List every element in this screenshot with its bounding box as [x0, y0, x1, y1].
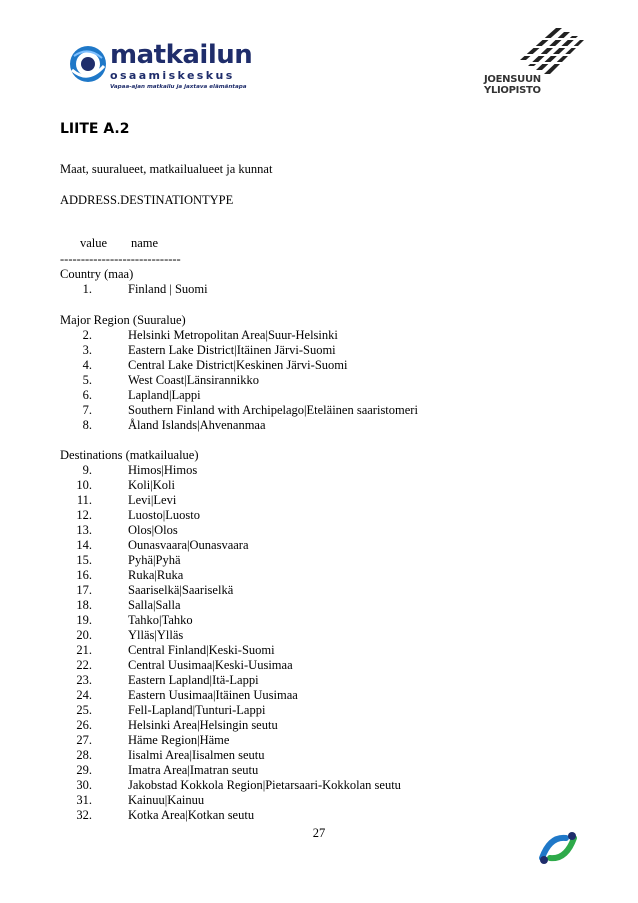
row-value: 9. — [82, 463, 92, 477]
row-name: Tahko|Tahko — [128, 613, 193, 627]
row-value: 3. — [82, 343, 92, 357]
row-value: 23. — [76, 673, 92, 687]
row-value: 14. — [76, 538, 92, 552]
field-name: ADDRESS.DESTINATIONTYPE — [60, 193, 234, 207]
column-header-value: value — [80, 236, 108, 250]
row-name: Central Uusimaa|Keski-Uusimaa — [128, 658, 293, 672]
row-name: Pyhä|Pyhä — [128, 553, 181, 567]
row-name: Ruka|Ruka — [128, 568, 184, 582]
row-name: Finland | Suomi — [128, 282, 208, 296]
logo-name: matkailun — [110, 40, 253, 70]
row-name: Helsinki Metropolitan Area|Suur-Helsinki — [128, 328, 338, 342]
row-value: 21. — [76, 643, 92, 657]
footer-emblem-icon — [536, 828, 580, 868]
row-name: Ylläs|Ylläs — [128, 628, 184, 642]
row-value: 4. — [82, 358, 92, 372]
row-name: Kotka Area|Kotkan seutu — [128, 808, 255, 822]
row-name: Salla|Salla — [128, 598, 181, 612]
row-value: 12. — [76, 508, 92, 522]
logo-tagline: Vapaa-ajan matkailu ja jaxtava elämäntapa — [110, 84, 247, 90]
row-name: Kainuu|Kainuu — [128, 793, 205, 807]
row-name: Jakobstad Kokkola Region|Pietarsaari-Kokkolan seutu — [128, 778, 401, 792]
row-value: 24. — [76, 688, 92, 702]
logo-subname: osaamiskeskus — [110, 69, 235, 82]
row-value: 10. — [76, 478, 92, 492]
row-value: 28. — [76, 748, 92, 762]
row-value: 32. — [76, 808, 92, 822]
university-name-line2: YLIOPISTO — [484, 85, 541, 96]
row-value: 30. — [76, 778, 92, 792]
swirl-logo-icon — [68, 44, 108, 84]
row-name: Saariselkä|Saariselkä — [128, 583, 234, 597]
appendix-heading: LIITE A.2 — [60, 121, 130, 137]
row-name: Southern Finland with Archipelago|Eteläinen saaristomeri — [128, 403, 418, 417]
row-value: 11. — [76, 493, 92, 507]
row-value: 18. — [76, 598, 92, 612]
row-name: Ounasvaara|Ounasvaara — [128, 538, 249, 552]
row-name: Himos|Himos — [128, 463, 198, 477]
row-name: Imatra Area|Imatran seutu — [128, 763, 259, 777]
row-name: Olos|Olos — [128, 523, 178, 537]
intro-text: Maat, suuralueet, matkailualueet ja kunnat — [60, 162, 273, 176]
row-value: 26. — [76, 718, 92, 732]
row-name: West Coast|Länsirannikko — [128, 373, 259, 387]
row-name: Häme Region|Häme — [128, 733, 230, 747]
row-name: Central Finland|Keski-Suomi — [128, 643, 275, 657]
row-name: Levi|Levi — [128, 493, 177, 507]
row-name: Fell-Lapland|Tunturi-Lappi — [128, 703, 266, 717]
row-value: 27. — [76, 733, 92, 747]
section-title-major-region: Major Region (Suuralue) — [60, 313, 186, 327]
row-name: Central Lake District|Keskinen Järvi-Suomi — [128, 358, 348, 372]
row-name: Eastern Lake District|Itäinen Järvi-Suomi — [128, 343, 336, 357]
row-value: 5. — [82, 373, 92, 387]
row-name: Eastern Uusimaa|Itäinen Uusimaa — [128, 688, 298, 702]
row-name: Iisalmi Area|Iisalmen seutu — [128, 748, 265, 762]
row-value: 6. — [82, 388, 92, 402]
row-name: Helsinki Area|Helsingin seutu — [128, 718, 278, 732]
row-value: 1. — [82, 282, 92, 296]
row-name: Luosto|Luosto — [128, 508, 200, 522]
row-name: Lapland|Lappi — [128, 388, 201, 402]
page-number: 27 — [312, 826, 326, 840]
section-title-destinations: Destinations (matkailualue) — [60, 448, 199, 462]
row-value: 19. — [76, 613, 92, 627]
column-header-name: name — [131, 236, 159, 250]
university-logo-icon — [520, 26, 584, 76]
row-value: 15. — [76, 553, 92, 567]
university-name-line1: JOENSUUN — [484, 74, 541, 85]
separator-line: ----------------------------- — [60, 252, 181, 266]
row-value: 16. — [76, 568, 92, 582]
row-value: 13. — [76, 523, 92, 537]
row-name: Koli|Koli — [128, 478, 175, 492]
row-value: 29. — [76, 763, 92, 777]
row-value: 20. — [76, 628, 92, 642]
university-name — [484, 74, 541, 96]
row-name: Eastern Lapland|Itä-Lappi — [128, 673, 259, 687]
row-value: 17. — [76, 583, 92, 597]
row-value: 7. — [82, 403, 92, 417]
row-value: 22. — [76, 658, 92, 672]
row-value: 31. — [76, 793, 92, 807]
row-value: 25. — [76, 703, 92, 717]
row-name: Åland Islands|Ahvenanmaa — [128, 418, 266, 432]
section-title-country: Country (maa) — [60, 267, 134, 281]
row-value: 8. — [82, 418, 92, 432]
row-value: 2. — [82, 328, 92, 342]
